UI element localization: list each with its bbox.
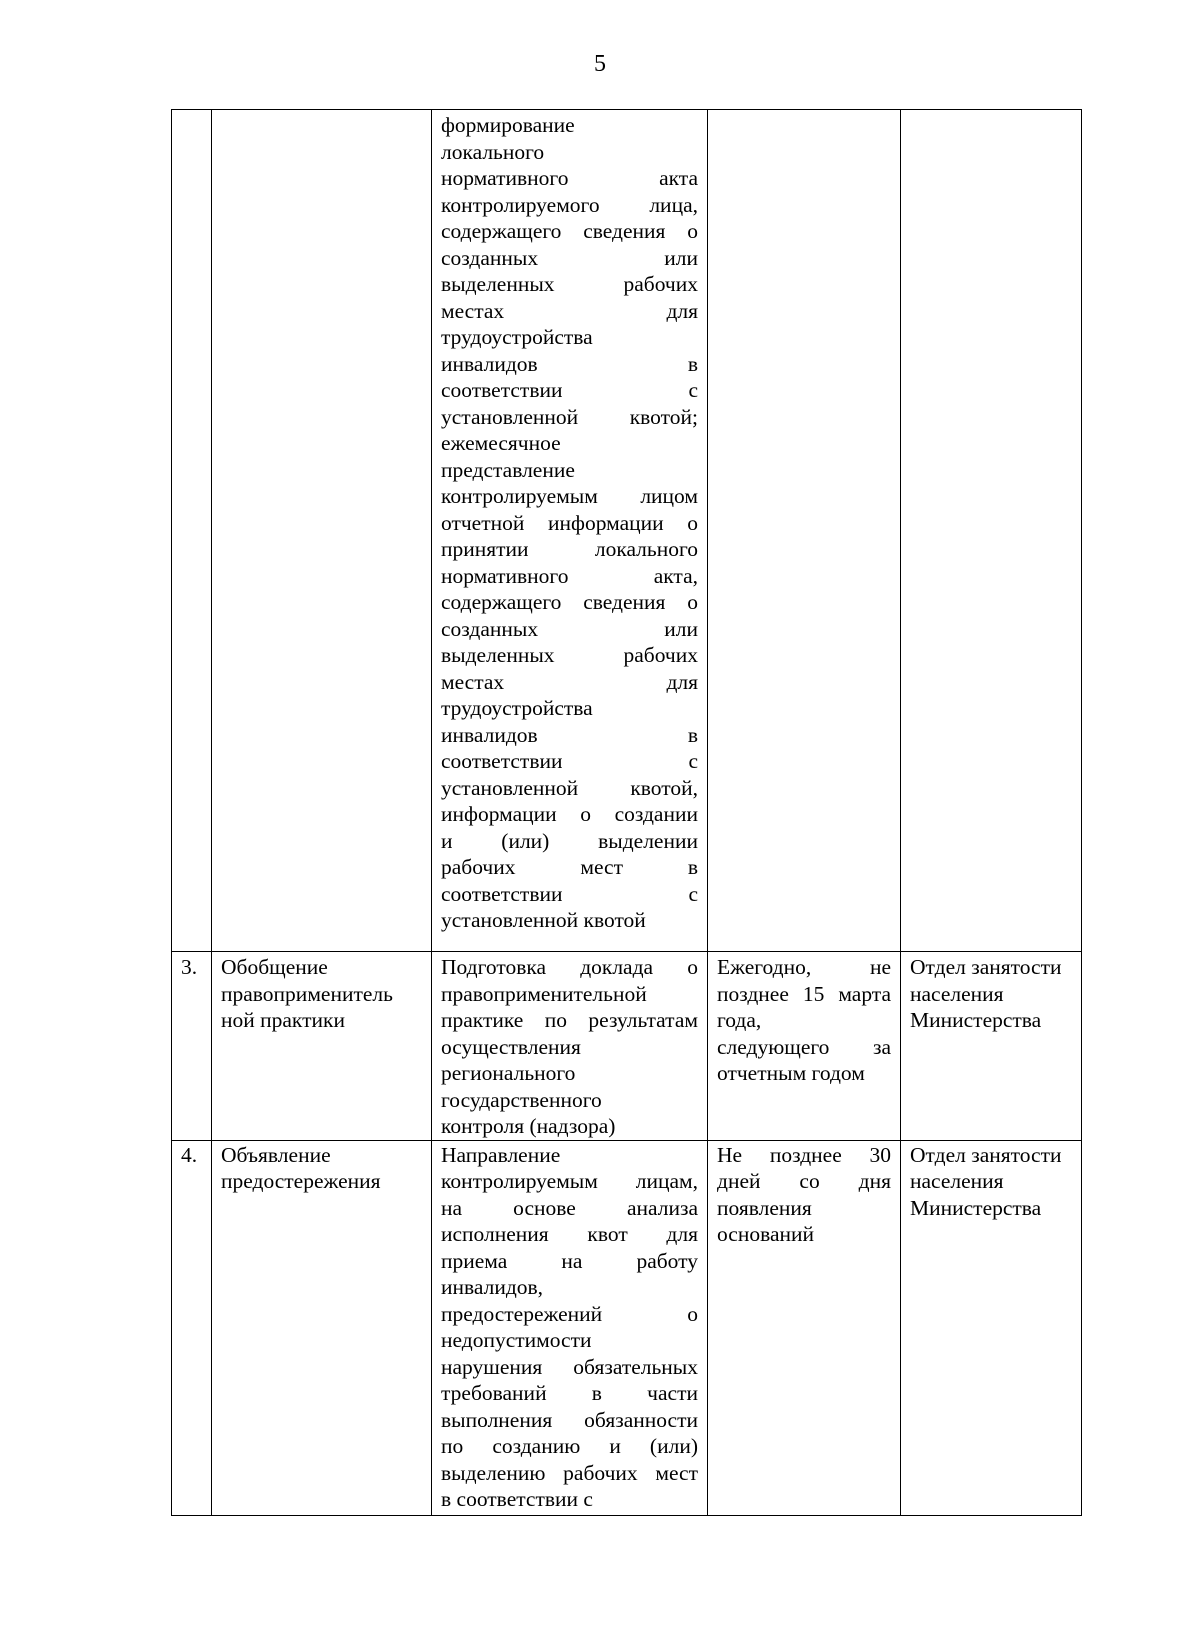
cell-line: местах для bbox=[441, 298, 698, 323]
deadline-cell bbox=[708, 1140, 901, 1515]
cell-line: соответствии с bbox=[441, 378, 698, 402]
responsible-cell bbox=[901, 1140, 1082, 1515]
cell-line: контроля (надзора) bbox=[441, 1114, 616, 1138]
cell-line: государственного bbox=[441, 1087, 602, 1112]
responsible-cell bbox=[901, 110, 1082, 952]
row-number: 3. bbox=[172, 952, 212, 1141]
cell-line: установленной квотой, bbox=[441, 775, 698, 800]
cell-line: созданных или bbox=[441, 245, 698, 270]
event-content-cell bbox=[432, 952, 708, 1141]
cell-line: правоприменительной bbox=[441, 981, 647, 1006]
event-name-cell bbox=[212, 110, 432, 952]
row-number: 4. bbox=[172, 1140, 212, 1515]
cell-line: Подготовка доклада о bbox=[441, 955, 698, 979]
cell-line: установленной квотой; bbox=[441, 404, 698, 429]
cell-line: содержащего сведения о bbox=[441, 219, 698, 243]
cell-line: рабочих мест в bbox=[441, 855, 698, 879]
deadline-cell bbox=[708, 110, 901, 952]
cell-line: и (или) выделении bbox=[441, 828, 698, 853]
cell-line: Отдел занятости bbox=[910, 955, 1062, 979]
plan-table bbox=[171, 109, 1082, 1516]
cell-line: года, bbox=[717, 1008, 762, 1032]
cell-line: Обобщение bbox=[221, 955, 328, 979]
cell-line: контролируемого лица, bbox=[441, 192, 698, 217]
cell-line: Объявление bbox=[221, 1142, 331, 1167]
cell-line: появления bbox=[717, 1195, 812, 1220]
cell-line: требований в части bbox=[441, 1381, 698, 1405]
cell-line: позднее 15 марта bbox=[717, 981, 891, 1006]
cell-line: принятии локального bbox=[441, 537, 698, 561]
cell-line: Ежегодно, не bbox=[717, 955, 891, 979]
cell-line: Отдел занятости bbox=[910, 1142, 1062, 1167]
cell-line: контролируемым лицам, bbox=[441, 1169, 698, 1193]
cell-line: регионального bbox=[441, 1061, 576, 1085]
cell-line: нарушения обязательных bbox=[441, 1354, 698, 1379]
cell-line: отчетным годом bbox=[717, 1061, 865, 1085]
cell-line: нормативного акта, bbox=[441, 563, 698, 588]
cell-line: правоприменитель bbox=[221, 981, 393, 1006]
table-row bbox=[172, 1140, 1082, 1515]
cell-line: созданных или bbox=[441, 616, 698, 641]
cell-line: оснований bbox=[717, 1222, 815, 1246]
cell-line: выполнения обязанности bbox=[441, 1407, 698, 1432]
responsible-cell bbox=[901, 952, 1082, 1141]
cell-line: предостережений о bbox=[441, 1301, 698, 1326]
cell-line: выделению рабочих мест bbox=[441, 1460, 698, 1485]
cell-line: выделенных рабочих bbox=[441, 272, 698, 296]
table-row bbox=[172, 110, 1082, 952]
cell-line: Министерства bbox=[910, 1195, 1042, 1220]
cell-line: информации о создании bbox=[441, 802, 698, 826]
event-name-cell bbox=[212, 1140, 432, 1515]
cell-line: выделенных рабочих bbox=[441, 643, 698, 667]
cell-line: ежемесячное bbox=[441, 431, 561, 455]
cell-line: нормативного акта bbox=[441, 166, 698, 190]
cell-line: практике по результатам bbox=[441, 1008, 698, 1032]
cell-line: местах для bbox=[441, 669, 698, 694]
cell-line: представление bbox=[441, 457, 575, 482]
deadline-cell bbox=[708, 952, 901, 1141]
cell-line: соответствии с bbox=[441, 881, 698, 906]
cell-line: по созданию и (или) bbox=[441, 1434, 698, 1458]
cell-line: на основе анализа bbox=[441, 1195, 698, 1220]
row-number bbox=[172, 110, 212, 952]
cell-line: приема на работу bbox=[441, 1248, 698, 1273]
event-name-cell bbox=[212, 952, 432, 1141]
cell-line: ной практики bbox=[221, 1008, 345, 1032]
cell-line: осуществления bbox=[441, 1034, 581, 1059]
cell-line: предостережения bbox=[221, 1169, 381, 1193]
cell-line: населения bbox=[910, 981, 1004, 1006]
table-row bbox=[172, 952, 1082, 1141]
cell-line: содержащего сведения о bbox=[441, 590, 698, 614]
cell-line: населения bbox=[910, 1169, 1004, 1193]
cell-line: отчетной информации о bbox=[441, 510, 698, 535]
cell-line: контролируемым лицом bbox=[441, 484, 698, 508]
cell-line: Не позднее 30 bbox=[717, 1142, 891, 1167]
cell-line: в соответствии с bbox=[441, 1487, 593, 1511]
cell-line: следующего за bbox=[717, 1034, 891, 1059]
cell-line: установленной квотой bbox=[441, 908, 646, 932]
cell-line: инвалидов в bbox=[441, 351, 698, 376]
event-content-cell bbox=[432, 1140, 708, 1515]
cell-line: формирование bbox=[441, 113, 575, 137]
cell-line: трудоустройства bbox=[441, 325, 593, 349]
cell-line: исполнения квот для bbox=[441, 1222, 698, 1246]
cell-line: Направление bbox=[441, 1142, 561, 1167]
page-number: 5 bbox=[594, 51, 606, 77]
cell-line: Министерства bbox=[910, 1008, 1042, 1032]
cell-line: недопустимости bbox=[441, 1328, 592, 1352]
cell-line: инвалидов, bbox=[441, 1275, 544, 1299]
cell-line: трудоустройства bbox=[441, 696, 593, 720]
event-content-cell bbox=[432, 110, 708, 952]
cell-line: инвалидов в bbox=[441, 722, 698, 747]
cell-line: локального bbox=[441, 139, 545, 164]
cell-line: дней со дня bbox=[717, 1169, 891, 1193]
cell-line: соответствии с bbox=[441, 749, 698, 773]
